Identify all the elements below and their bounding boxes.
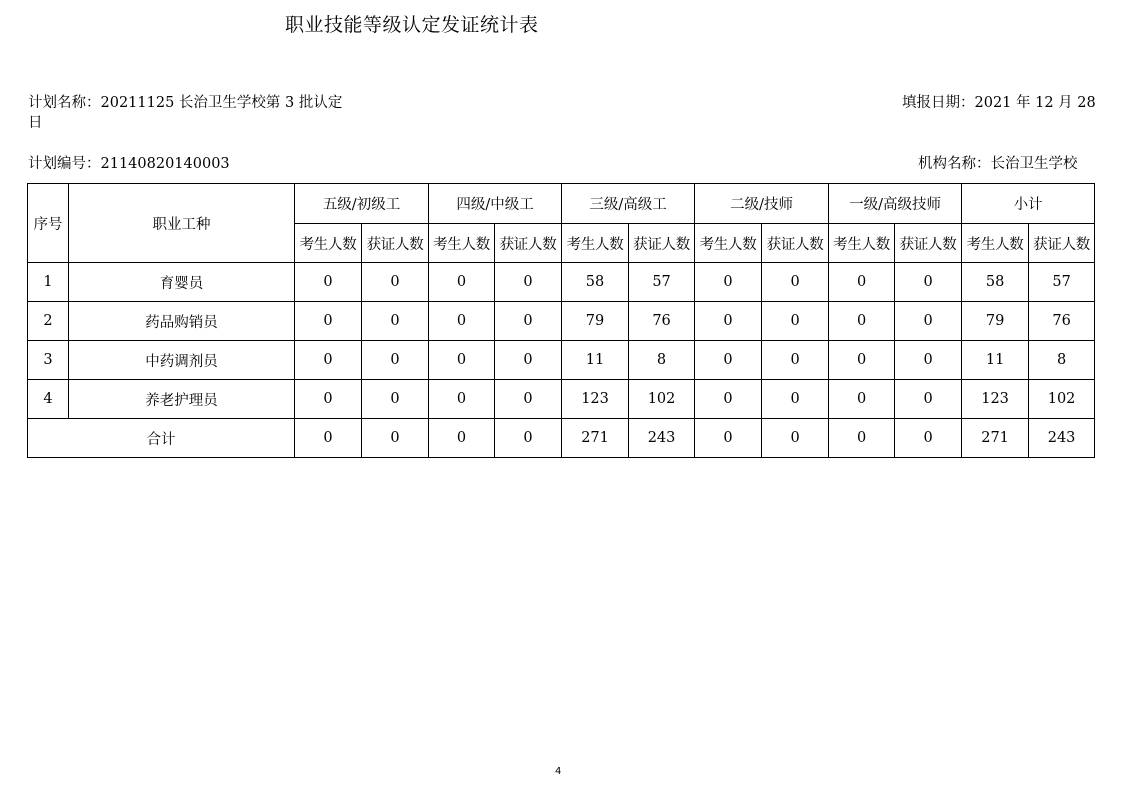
header-cert-count: 获证人数 <box>895 224 962 263</box>
header-level-5: 五级/初级工 <box>295 184 429 224</box>
header-cert-count: 获证人数 <box>495 224 562 263</box>
cell-value: 79 <box>562 302 629 341</box>
cell-value: 0 <box>429 263 495 302</box>
cell-value: 102 <box>1029 380 1095 419</box>
row-job: 中药调剂员 <box>69 341 295 380</box>
row-job: 药品购销员 <box>69 302 295 341</box>
total-value: 0 <box>695 419 762 458</box>
cell-value: 8 <box>629 341 695 380</box>
total-label: 合计 <box>28 419 295 458</box>
cell-value: 0 <box>295 380 362 419</box>
cell-value: 0 <box>695 380 762 419</box>
org-name: 机构名称：长治卫生学校 <box>918 156 1078 172</box>
row-seq: 3 <box>28 341 69 380</box>
cell-value: 0 <box>762 341 829 380</box>
row-seq: 1 <box>28 263 69 302</box>
total-value: 0 <box>762 419 829 458</box>
cell-value: 0 <box>895 263 962 302</box>
header-exam-count: 考生人数 <box>829 224 895 263</box>
total-value: 0 <box>429 419 495 458</box>
cell-value: 0 <box>762 302 829 341</box>
total-value: 0 <box>295 419 362 458</box>
cell-value: 0 <box>895 380 962 419</box>
header-exam-count: 考生人数 <box>295 224 362 263</box>
table-row <box>28 341 1095 380</box>
cell-value: 0 <box>362 380 429 419</box>
cell-value: 0 <box>295 263 362 302</box>
header-cert-count: 获证人数 <box>1029 224 1095 263</box>
cell-value: 0 <box>762 380 829 419</box>
cell-value: 0 <box>829 263 895 302</box>
total-value: 243 <box>1029 419 1095 458</box>
total-value: 0 <box>829 419 895 458</box>
cell-value: 58 <box>562 263 629 302</box>
cell-value: 0 <box>829 341 895 380</box>
cell-value: 0 <box>362 302 429 341</box>
cell-value: 123 <box>962 380 1029 419</box>
cell-value: 11 <box>962 341 1029 380</box>
header-seq: 序号 <box>28 184 69 263</box>
cell-value: 0 <box>295 302 362 341</box>
cell-value: 0 <box>495 302 562 341</box>
total-value: 0 <box>495 419 562 458</box>
table-row <box>28 302 1095 341</box>
cell-value: 0 <box>695 302 762 341</box>
total-value: 0 <box>362 419 429 458</box>
cell-value: 0 <box>829 302 895 341</box>
cell-value: 8 <box>1029 341 1095 380</box>
total-value: 271 <box>562 419 629 458</box>
table-row <box>28 263 1095 302</box>
page-title: 职业技能等级认定发证统计表 <box>285 14 539 36</box>
cell-value: 102 <box>629 380 695 419</box>
cell-value: 0 <box>895 302 962 341</box>
table-row <box>28 380 1095 419</box>
header-cert-count: 获证人数 <box>629 224 695 263</box>
cell-value: 0 <box>495 263 562 302</box>
header-subtotal: 小计 <box>962 184 1095 224</box>
header-exam-count: 考生人数 <box>695 224 762 263</box>
cell-value: 0 <box>495 380 562 419</box>
cell-value: 58 <box>962 263 1029 302</box>
plan-code: 计划编号：21140820140003 <box>28 156 230 172</box>
cell-value: 0 <box>895 341 962 380</box>
cell-value: 0 <box>762 263 829 302</box>
header-job: 职业工种 <box>69 184 295 263</box>
cell-value: 0 <box>429 302 495 341</box>
header-level-1: 一级/高级技师 <box>829 184 962 224</box>
cell-value: 0 <box>495 341 562 380</box>
header-exam-count: 考生人数 <box>962 224 1029 263</box>
cell-value: 0 <box>829 380 895 419</box>
total-row <box>28 419 1095 458</box>
plan-name: 计划名称：20211125 长治卫生学校第 3 批认定 <box>28 95 343 111</box>
header-cert-count: 获证人数 <box>762 224 829 263</box>
cell-value: 76 <box>629 302 695 341</box>
cell-value: 0 <box>695 341 762 380</box>
total-value: 271 <box>962 419 1029 458</box>
header-exam-count: 考生人数 <box>562 224 629 263</box>
row-job: 养老护理员 <box>69 380 295 419</box>
cell-value: 0 <box>695 263 762 302</box>
row-job: 育婴员 <box>69 263 295 302</box>
cell-value: 0 <box>362 341 429 380</box>
row-seq: 2 <box>28 302 69 341</box>
cell-value: 76 <box>1029 302 1095 341</box>
page-number: 4 <box>555 766 562 777</box>
fill-date: 填报日期：2021 年 12 月 28 <box>902 95 1096 111</box>
header-level-4: 四级/中级工 <box>429 184 562 224</box>
cell-value: 57 <box>1029 263 1095 302</box>
cell-value: 0 <box>429 341 495 380</box>
row-seq: 4 <box>28 380 69 419</box>
total-value: 0 <box>895 419 962 458</box>
header-level-3: 三级/高级工 <box>562 184 695 224</box>
cell-value: 0 <box>362 263 429 302</box>
cell-value: 0 <box>295 341 362 380</box>
header-row-levels <box>28 184 1095 224</box>
plan-name-continuation: 日 <box>28 115 43 131</box>
cell-value: 11 <box>562 341 629 380</box>
total-value: 243 <box>629 419 695 458</box>
cell-value: 57 <box>629 263 695 302</box>
cell-value: 0 <box>429 380 495 419</box>
header-cert-count: 获证人数 <box>362 224 429 263</box>
cell-value: 79 <box>962 302 1029 341</box>
header-level-2: 二级/技师 <box>695 184 829 224</box>
cell-value: 123 <box>562 380 629 419</box>
certification-stats-table <box>27 183 1095 458</box>
header-exam-count: 考生人数 <box>429 224 495 263</box>
